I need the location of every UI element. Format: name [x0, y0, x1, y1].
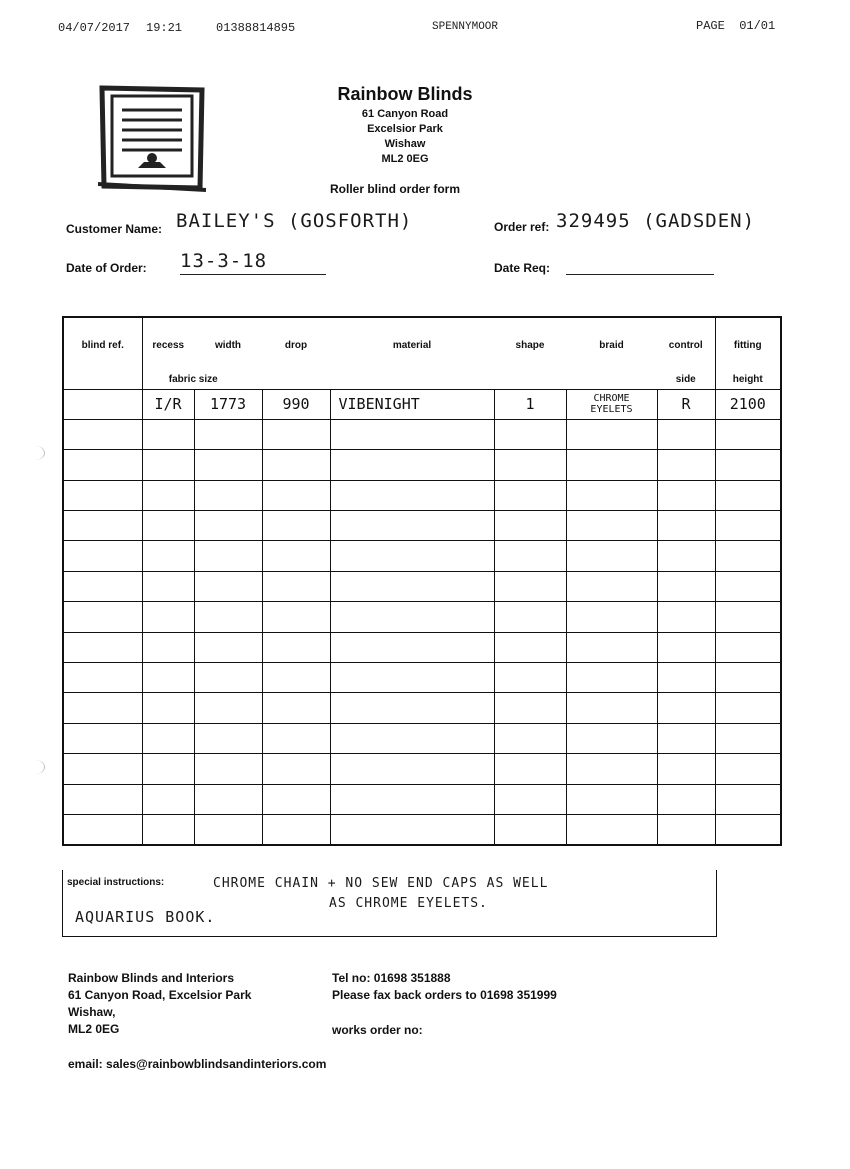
table-cell[interactable] [657, 511, 715, 541]
braid-line: CHROME [593, 393, 630, 405]
cell-control-side[interactable]: R [657, 389, 715, 419]
table-cell[interactable] [262, 571, 330, 601]
table-cell[interactable] [330, 571, 494, 601]
table-cell[interactable] [715, 814, 781, 844]
table-cell[interactable] [330, 663, 494, 693]
table-row [63, 419, 781, 449]
table-cell[interactable] [494, 602, 566, 632]
table-cell[interactable] [194, 632, 262, 662]
table-cell[interactable] [657, 450, 715, 480]
table-cell[interactable] [715, 480, 781, 510]
table-cell[interactable] [657, 754, 715, 784]
header-height: height [732, 374, 763, 385]
table-cell[interactable] [142, 663, 194, 693]
header-width: width [194, 317, 262, 389]
table-cell[interactable] [494, 419, 566, 449]
table-cell[interactable] [142, 450, 194, 480]
fax-location: SPENNYMOOR [432, 21, 499, 33]
header-braid: braid [566, 317, 657, 389]
table-cell[interactable] [330, 450, 494, 480]
table-cell[interactable] [330, 723, 494, 753]
header-fabric-size: fabric size [168, 374, 218, 385]
table-cell[interactable] [566, 602, 657, 632]
company-address-line: Wishaw [384, 138, 426, 150]
table-cell[interactable] [63, 450, 142, 480]
table-cell[interactable] [657, 571, 715, 601]
table-cell[interactable] [262, 754, 330, 784]
cell-shape[interactable]: 1 [494, 389, 566, 419]
company-address-line: 61 Canyon Road [361, 108, 449, 120]
table-cell[interactable] [194, 450, 262, 480]
table-cell[interactable] [715, 541, 781, 571]
cell-fitting-height[interactable]: 2100 [715, 389, 781, 419]
fax-page: PAGE 01/01 [696, 19, 776, 33]
table-row [63, 389, 781, 419]
table-cell[interactable] [657, 419, 715, 449]
footer-postcode: ML2 0EG [68, 1022, 120, 1036]
table-row [63, 541, 781, 571]
table-cell[interactable] [63, 480, 142, 510]
cell-blind-ref[interactable] [63, 389, 142, 419]
table-cell[interactable] [262, 784, 330, 814]
table-row [63, 723, 781, 753]
table-cell[interactable] [194, 723, 262, 753]
table-cell[interactable] [494, 541, 566, 571]
table-cell[interactable] [330, 693, 494, 723]
table-cell[interactable] [494, 784, 566, 814]
table-cell[interactable] [494, 814, 566, 844]
table-cell[interactable] [566, 723, 657, 753]
table-cell[interactable] [566, 784, 657, 814]
footer-address: 61 Canyon Road, Excelsior Park [68, 988, 252, 1002]
table-cell[interactable] [63, 511, 142, 541]
cell-width[interactable]: 1773 [194, 389, 262, 419]
date-of-order-label: Date of Order: [66, 261, 147, 275]
table-cell[interactable] [330, 784, 494, 814]
table-cell[interactable] [494, 693, 566, 723]
special-instructions-note: AQUARIUS BOOK. [75, 908, 216, 926]
fax-time: 19:21 [146, 21, 183, 35]
header-fitting: fitting height [715, 317, 781, 389]
table-cell[interactable] [63, 814, 142, 844]
table-cell[interactable] [262, 511, 330, 541]
table-cell[interactable] [262, 723, 330, 753]
company-name: Rainbow Blinds [337, 84, 473, 104]
table-cell[interactable] [657, 602, 715, 632]
table-cell[interactable] [194, 754, 262, 784]
table-cell[interactable] [657, 663, 715, 693]
table-cell[interactable] [566, 480, 657, 510]
table-cell[interactable] [566, 663, 657, 693]
header-material: material [330, 317, 494, 389]
table-cell[interactable] [194, 814, 262, 844]
table-cell[interactable] [194, 784, 262, 814]
table-row [63, 814, 781, 844]
table-cell[interactable] [63, 602, 142, 632]
table-cell[interactable] [330, 602, 494, 632]
date-of-order-field[interactable]: 13-3-18 [180, 250, 326, 275]
table-cell[interactable] [494, 723, 566, 753]
cell-drop[interactable]: 990 [262, 389, 330, 419]
fax-phone: 01388814895 [216, 21, 296, 35]
table-cell[interactable] [494, 632, 566, 662]
table-cell[interactable] [142, 723, 194, 753]
footer-company: Rainbow Blinds and Interiors [68, 971, 235, 985]
table-cell[interactable] [657, 723, 715, 753]
table-cell[interactable] [566, 419, 657, 449]
braid-line: EYELETS [590, 404, 633, 416]
table-cell[interactable] [715, 632, 781, 662]
form-title: Roller blind order form [330, 182, 461, 196]
table-cell[interactable] [194, 663, 262, 693]
table-cell[interactable] [63, 723, 142, 753]
header-shape: shape [494, 317, 566, 389]
table-cell[interactable] [330, 480, 494, 510]
customer-name-label: Customer Name: [66, 222, 163, 236]
table-cell[interactable] [494, 450, 566, 480]
table-row [63, 511, 781, 541]
table-cell[interactable] [194, 419, 262, 449]
table-cell[interactable] [262, 419, 330, 449]
header-recess: recess fabric size [142, 317, 194, 389]
table-row [63, 754, 781, 784]
table-cell[interactable] [63, 541, 142, 571]
table-cell[interactable] [262, 693, 330, 723]
table-cell[interactable] [194, 571, 262, 601]
table-cell[interactable] [715, 602, 781, 632]
table-cell[interactable] [194, 602, 262, 632]
special-instructions-line2: AS CHROME EYELETS. [329, 896, 488, 911]
cell-recess[interactable]: I/R [142, 389, 194, 419]
table-cell[interactable] [715, 663, 781, 693]
footer-address: Wishaw, [68, 1005, 116, 1019]
table-cell[interactable] [194, 693, 262, 723]
cell-braid[interactable] [566, 389, 657, 419]
table-cell[interactable] [142, 571, 194, 601]
table-cell[interactable] [657, 541, 715, 571]
table-cell[interactable] [330, 541, 494, 571]
punch-hole [26, 760, 45, 774]
order-ref-field[interactable]: 329495 (GADSDEN) [556, 210, 756, 232]
table-row [63, 663, 781, 693]
table-cell[interactable] [194, 511, 262, 541]
table-cell[interactable] [142, 419, 194, 449]
table-cell[interactable] [657, 693, 715, 723]
table-cell[interactable] [262, 632, 330, 662]
footer-tel: Tel no: 01698 351888 [332, 971, 451, 985]
table-cell[interactable] [330, 632, 494, 662]
table-cell[interactable] [715, 754, 781, 784]
table-row [63, 784, 781, 814]
table-cell[interactable] [330, 419, 494, 449]
table-cell[interactable] [63, 663, 142, 693]
table-cell[interactable] [566, 511, 657, 541]
table-cell[interactable] [715, 419, 781, 449]
table-row [63, 632, 781, 662]
table-header-row [63, 317, 781, 389]
table-cell[interactable] [494, 754, 566, 784]
table-cell[interactable] [262, 450, 330, 480]
table-cell[interactable] [63, 571, 142, 601]
table-cell[interactable] [262, 541, 330, 571]
table-cell[interactable] [63, 419, 142, 449]
date-req-field[interactable] [566, 258, 714, 275]
table-cell[interactable] [494, 511, 566, 541]
table-cell[interactable] [142, 480, 194, 510]
table-row [63, 450, 781, 480]
table-cell[interactable] [715, 693, 781, 723]
table-cell[interactable] [330, 511, 494, 541]
table-cell[interactable] [142, 754, 194, 784]
table-cell[interactable] [142, 541, 194, 571]
header-drop: drop [262, 317, 330, 389]
table-cell[interactable] [194, 541, 262, 571]
table-cell[interactable] [142, 602, 194, 632]
table-cell[interactable] [566, 541, 657, 571]
customer-name-field[interactable]: BAILEY'S (GOSFORTH) [176, 210, 413, 232]
table-cell[interactable] [262, 602, 330, 632]
table-cell[interactable] [566, 632, 657, 662]
table-cell[interactable] [194, 480, 262, 510]
table-cell[interactable] [715, 723, 781, 753]
table-cell[interactable] [657, 814, 715, 844]
table-cell[interactable] [715, 571, 781, 601]
table-cell[interactable] [657, 784, 715, 814]
table-cell[interactable] [715, 450, 781, 480]
punch-hole [26, 446, 45, 460]
works-order-label: works order no: [332, 1023, 423, 1037]
table-cell[interactable] [715, 511, 781, 541]
table-cell[interactable] [494, 663, 566, 693]
table-cell[interactable] [566, 814, 657, 844]
table-row [63, 602, 781, 632]
table-cell[interactable] [566, 571, 657, 601]
table-cell[interactable] [330, 754, 494, 784]
special-instructions-line1: CHROME CHAIN + NO SEW END CAPS AS WELL [213, 876, 549, 891]
header-side: side [675, 374, 696, 385]
table-cell[interactable] [262, 814, 330, 844]
table-cell[interactable] [494, 480, 566, 510]
table-cell[interactable] [657, 480, 715, 510]
table-row [63, 480, 781, 510]
header-blind-ref: blind ref. [63, 317, 142, 389]
table-cell[interactable] [715, 784, 781, 814]
table-row [63, 571, 781, 601]
special-instructions-label: special instructions: [67, 877, 165, 888]
company-address-line: ML2 0EG [381, 153, 429, 165]
date-req-label: Date Req: [494, 261, 551, 275]
table-cell[interactable] [330, 814, 494, 844]
fax-date: 04/07/2017 [58, 21, 131, 35]
table-cell[interactable] [262, 480, 330, 510]
table-cell[interactable] [63, 693, 142, 723]
table-cell[interactable] [142, 632, 194, 662]
table-cell[interactable] [657, 632, 715, 662]
table-cell[interactable] [566, 693, 657, 723]
order-ref-label: Order ref: [494, 220, 550, 234]
footer-fax: Please fax back orders to 01698 351999 [332, 988, 557, 1002]
table-cell[interactable] [63, 632, 142, 662]
table-cell[interactable] [142, 784, 194, 814]
table-cell[interactable] [63, 754, 142, 784]
table-cell[interactable] [262, 663, 330, 693]
cell-material[interactable]: VIBENIGHT [330, 389, 494, 419]
table-cell[interactable] [566, 450, 657, 480]
table-cell[interactable] [142, 814, 194, 844]
header-control: control side [657, 317, 715, 389]
table-cell[interactable] [566, 754, 657, 784]
table-cell[interactable] [494, 571, 566, 601]
table-cell[interactable] [142, 511, 194, 541]
table-row [63, 693, 781, 723]
order-table [62, 316, 782, 846]
special-instructions-box[interactable] [62, 870, 717, 937]
company-logo [98, 84, 206, 192]
company-address-line: Excelsior Park [367, 123, 443, 135]
table-cell[interactable] [63, 784, 142, 814]
table-cell[interactable] [142, 693, 194, 723]
footer-email: email: sales@rainbowblindsandinteriors.com [68, 1057, 327, 1071]
